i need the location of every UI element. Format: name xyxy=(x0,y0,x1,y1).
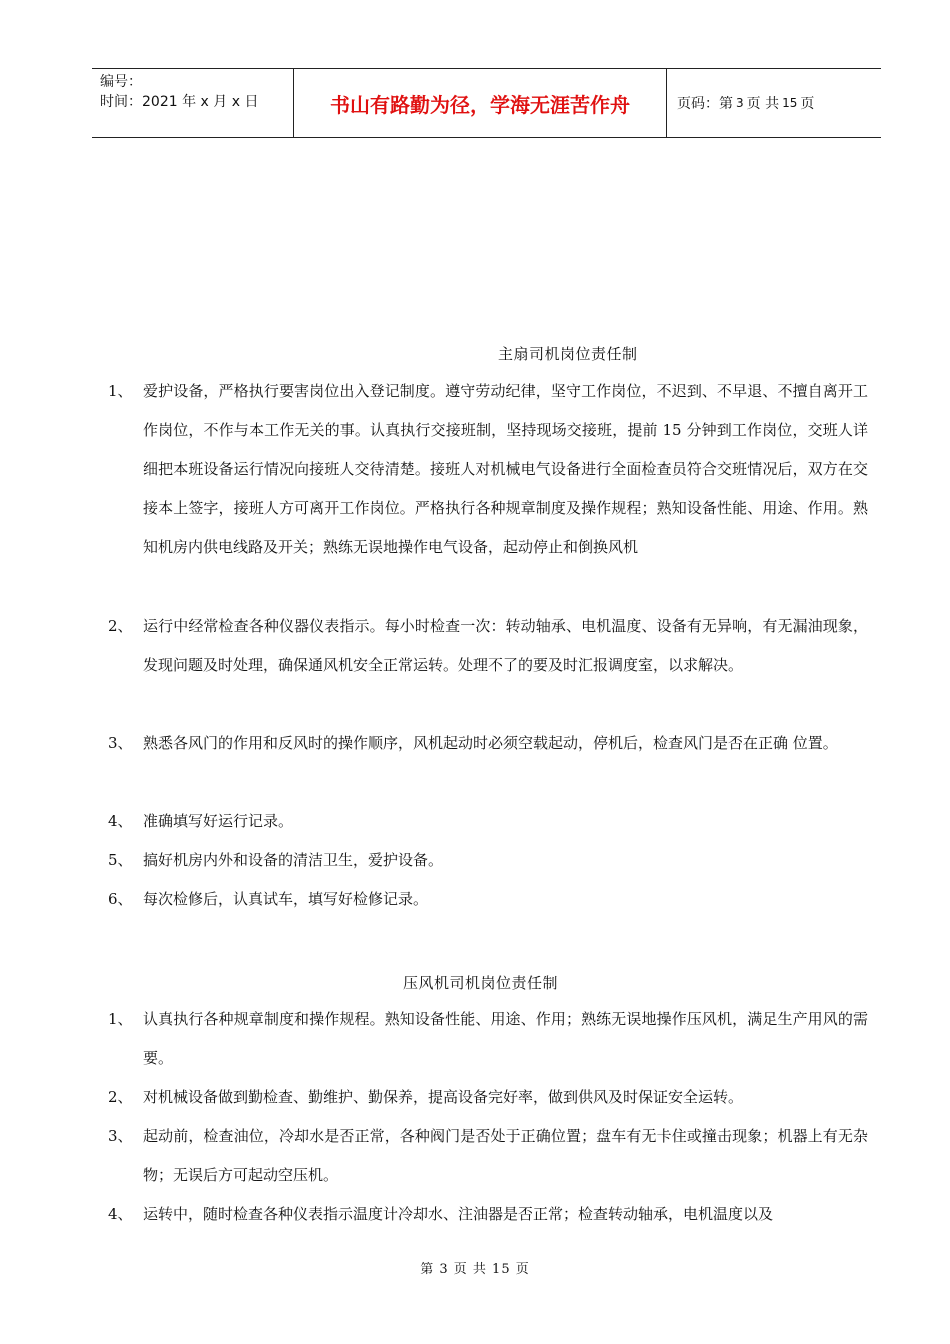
item-text: 运转中，随时检查各种仪表指示温度计冷却水、注油器是否正常；检查转动轴承，电机温度以及 xyxy=(143,1205,774,1223)
item-text: 运行中经常检查各种仪器仪表指示。每小时检查一次：转动轴承、电机温度、设备有无异响，有无漏油现象，发现问题及时处理，确保通风机安全正常运转。处理不了的要及时汇报调度室，以求解决。 xyxy=(143,617,868,674)
item-number: 2、 xyxy=(108,1088,133,1106)
item-text: 起动前，检查油位，冷却水是否正常，各种阀门是否处于正确位置；盘车有无卡住或撞击现象；机器上有无杂物；无误后方可起动空压机。 xyxy=(143,1127,868,1184)
list-item xyxy=(108,841,868,880)
item-text: 每次检修后，认真试车，填写好检修记录。 xyxy=(143,890,429,908)
item-number: 1、 xyxy=(108,382,133,400)
page-total: 15 xyxy=(782,96,798,110)
item-number: 6、 xyxy=(108,890,133,908)
item-number: 4、 xyxy=(108,812,133,830)
list-item xyxy=(108,372,868,567)
page-prefix: 页码：第 xyxy=(677,96,733,112)
list-item xyxy=(108,1078,868,1117)
list-item xyxy=(108,1195,868,1234)
list-item xyxy=(108,1000,868,1078)
header-motto: 书山有路勤为径，学海无涯苦作舟 xyxy=(330,92,630,117)
item-text: 熟悉各风门的作用和反风时的操作顺序，风机起动时必须空载起动，停机后，检查风门是否在正确 位置。 xyxy=(143,734,838,752)
section-title: 主扇司机岗位责任制 xyxy=(498,345,638,363)
item-text: 搞好机房内外和设备的清洁卫生，爱护设备。 xyxy=(143,851,444,869)
list-item xyxy=(108,1117,868,1195)
list-item xyxy=(108,724,868,763)
list-item xyxy=(108,880,868,919)
time-label: 时间：2021 年 x 月 x 日 xyxy=(100,94,259,110)
header-meta xyxy=(92,69,293,137)
item-number: 2、 xyxy=(108,617,133,635)
page-footer: 第 3 页 共 15 页 xyxy=(420,1262,530,1277)
item-text: 爱护设备，严格执行要害岗位出入登记制度。遵守劳动纪律，坚守工作岗位，不迟到、不早退、不擅自离开工作岗位，不作与本工作无关的事。认真执行交接班制，坚持现场交接班，提前 15 分钟到工作岗位，交班人详细把本班设备运行情况向接班人交待清楚。接班人对机械电气设备进行全面检查员符合交班情况后，双方在交接本上签字，接班人方可离开工作岗位。严格执行各种规章制度及操作规程；熟知设备性能、用途、作用。熟知机房内供电线路及开关；熟练无误地操作电气设备，起动停止和倒换风机 xyxy=(143,382,868,556)
page-mid: 页 共 xyxy=(746,96,780,112)
page-header xyxy=(92,68,881,138)
item-number: 1、 xyxy=(108,1010,133,1028)
list-item xyxy=(108,802,868,841)
list-item xyxy=(108,607,868,685)
page-current: 3 xyxy=(736,96,744,110)
item-text: 对机械设备做到勤检查、勤维护、勤保养，提高设备完好率，做到供风及时保证安全运转。 xyxy=(143,1088,744,1106)
number-label: 编号： xyxy=(100,74,142,90)
item-number: 4、 xyxy=(108,1205,133,1223)
item-text: 认真执行各种规章制度和操作规程。熟知设备性能、用途、作用；熟练无误地操作压风机，满足生产用风的需要。 xyxy=(143,1010,868,1067)
header-page-number xyxy=(667,69,891,137)
item-number: 5、 xyxy=(108,851,133,869)
item-number: 3、 xyxy=(108,1127,133,1145)
item-number: 3、 xyxy=(108,734,133,752)
page-suffix: 页 xyxy=(800,96,815,112)
section-title: 压风机司机岗位责任制 xyxy=(403,974,559,992)
item-text: 准确填写好运行记录。 xyxy=(143,812,294,830)
